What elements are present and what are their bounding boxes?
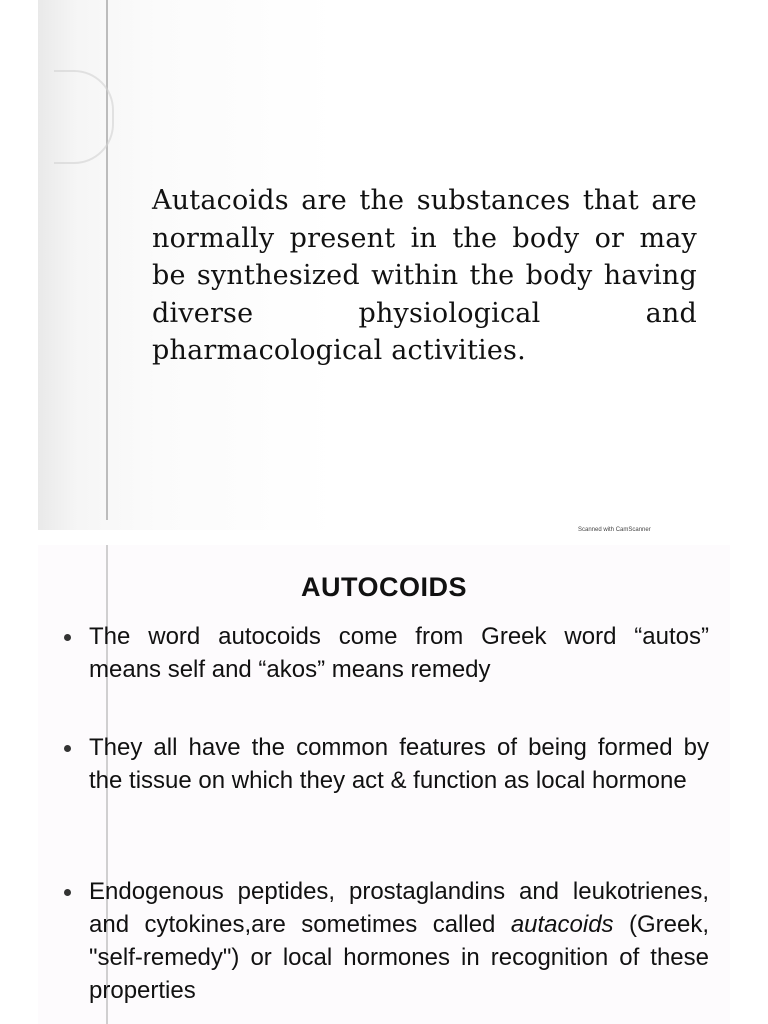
bullet-text-before: Endogenous peptides, prostaglandins and leukotrienes, and cytokines,are sometimes called bbox=[89, 878, 709, 938]
slide-title: AUTOCOIDS bbox=[300, 572, 467, 602]
bullet-dot-icon bbox=[64, 634, 71, 641]
scanned-slide bbox=[38, 545, 730, 1024]
intro-paragraph: Autacoids are the substances that are normally present in the body or may be synthesized within the body having diverse physiological and pharmacological activities. bbox=[152, 185, 697, 366]
page-binding-line bbox=[106, 0, 108, 520]
bullet-text: The word autocoids come from Greek word “autos” means self and “akos” means remedy bbox=[89, 623, 709, 683]
bullet-dot-icon bbox=[64, 889, 71, 896]
bullet-item bbox=[89, 875, 709, 1007]
bullet-item bbox=[89, 620, 709, 686]
bullet-dot-icon bbox=[64, 745, 71, 752]
bullet-item bbox=[89, 731, 709, 797]
bullet-text-after: (Greek, "self-remedy") or local hormones in recognition of these properties bbox=[89, 911, 709, 1004]
scanned-page-top bbox=[38, 0, 730, 530]
scan-watermark: Scanned with CamScanner bbox=[578, 527, 651, 533]
bullet-italic-term: autacoids bbox=[510, 911, 614, 938]
bullet-text: They all have the common features of being formed by the tissue on which they act & function as local hormone bbox=[89, 734, 709, 794]
bullet-list bbox=[38, 545, 730, 1024]
binding-shadow bbox=[54, 70, 114, 164]
